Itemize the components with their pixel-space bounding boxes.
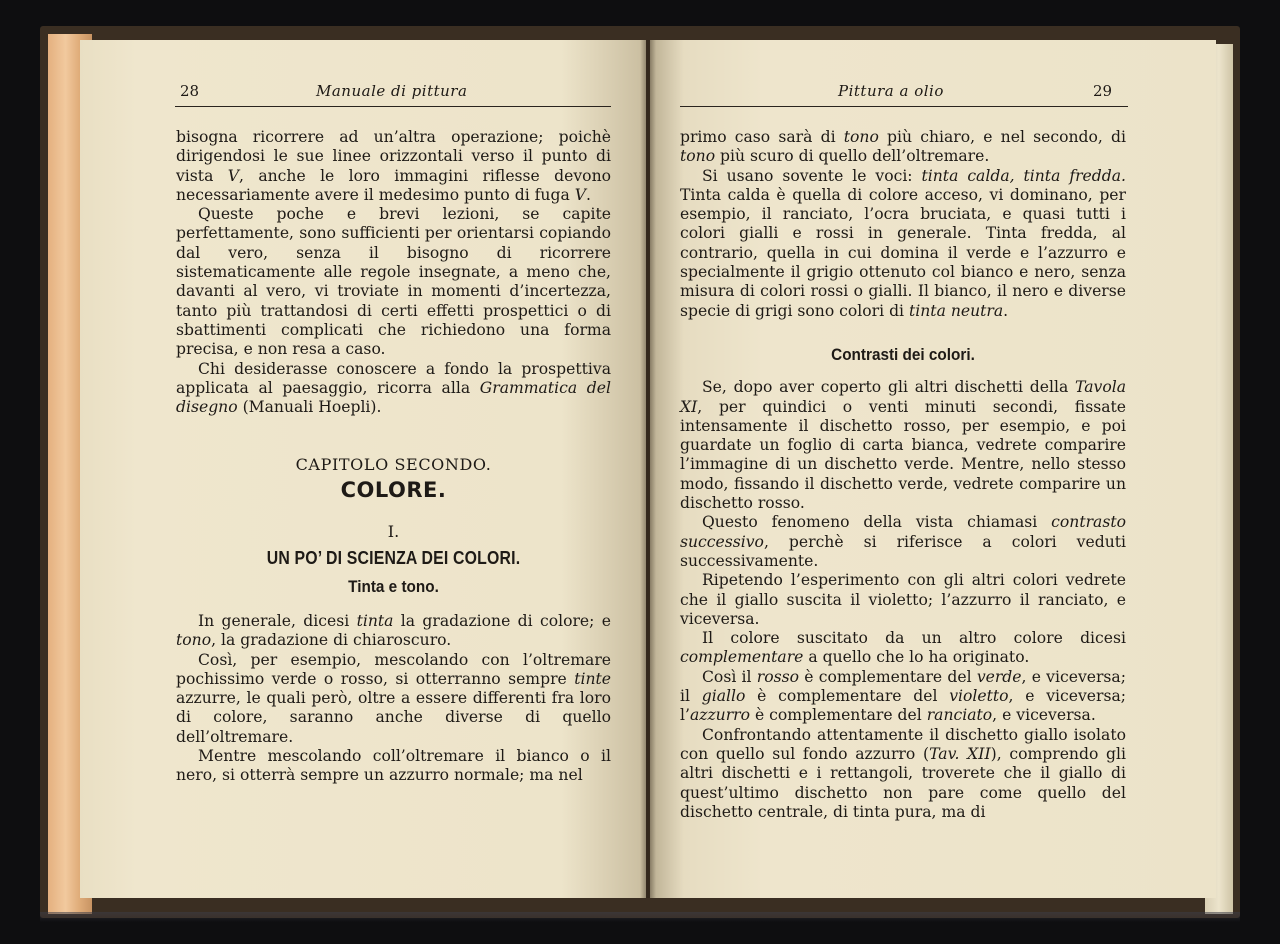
left-text-block (176, 128, 611, 786)
paragraph (680, 513, 1126, 571)
text-run: . (1003, 301, 1009, 320)
right-header-rule (680, 106, 1128, 107)
right-text-block (680, 128, 1126, 822)
paragraph (680, 668, 1126, 726)
chapter-title: COLORE. (340, 477, 447, 502)
paragraph (680, 726, 1126, 822)
italic-text: V (574, 185, 586, 204)
text-run: Ripetendo l’esperimento con gli altri colori vedrete che il giallo suscita il violetto; l’azzurro il ranciato, e viceversa. (680, 571, 1126, 628)
book-bottom-shadow (40, 912, 1240, 922)
left-running-title: Manuale di pittura (316, 82, 468, 100)
left-page-number: 28 (180, 82, 200, 100)
text-run: Si usano sovente le voci: (702, 166, 922, 185)
paragraph (680, 571, 1126, 629)
text-run: azzurre, le quali però, oltre a essere differenti fra loro di colore, saranno anche diverse di quello dell’oltremare. (176, 689, 611, 746)
text-run: Confrontando attentamente il dischetto giallo isolato con quello sul fondo azzurro ( (680, 725, 1126, 763)
left-subsection-title: Tinta e tono. (348, 576, 439, 596)
paragraph (176, 360, 611, 418)
text-run: , e viceversa; l’ (680, 687, 1127, 725)
section-title: UN PO’ DI SCIENZA DEI COLORI. (266, 548, 521, 569)
right-running-title: Pittura a olio (838, 82, 944, 100)
italic-text: ranciato (926, 706, 993, 725)
left-page (80, 40, 646, 898)
text-run: è complementare del (750, 706, 927, 725)
italic-text: Tav. XII (929, 744, 991, 763)
italic-text: V (227, 166, 240, 185)
text-run: bisogna ricorrere ad un’altra operazione; poichè dirigendosi le sue linee orizzontali verso il punto di vista (176, 128, 611, 185)
italic-text: tinte (574, 669, 611, 688)
paragraph (680, 378, 1126, 513)
right-page-number: 29 (1093, 82, 1113, 100)
text-run: è complementare del (799, 667, 977, 686)
left-body-paragraphs (176, 612, 611, 786)
paragraph (176, 612, 611, 651)
text-run: , perchè si riferisce a colori veduti successivamente. (680, 532, 1126, 570)
italic-text: tono (176, 631, 212, 650)
paragraph (680, 167, 1126, 321)
text-run: primo caso sarà di (680, 128, 844, 146)
text-run: Il colore suscitato da un altro colore dicesi (702, 629, 1126, 648)
text-run: Se, dopo aver coperto gli altri dischetti della (702, 378, 1076, 397)
italic-text: violetto (949, 687, 1009, 706)
italic-text: verde (976, 667, 1022, 686)
text-run: Così il (702, 667, 757, 686)
italic-text: Grammatica del disegno (176, 378, 611, 417)
left-header-rule (175, 106, 611, 107)
paragraph (176, 747, 611, 786)
italic-text: tinta (356, 611, 394, 630)
text-run: Chi desiderasse conoscere a fondo la prospettiva applicata al paesaggio, ricorra alla (176, 359, 611, 397)
book-gutter-shadow (640, 40, 656, 898)
paragraph (176, 128, 611, 205)
text-run: è complementare del (745, 687, 950, 706)
text-run: Queste poche e brevi lezioni, se capite perfettamente, sono sufficienti per orientarsi copiando dal vero, senza il bisogno di ricorrere sistematicamente alle regole insegnate, a meno che, davanti al vero, vi troviate in momenti d’incertezza, tanto più trattandosi di certi effetti prospettici o di sbattimenti complicati che richiedono una forma precisa, e non resa a caso. (176, 205, 611, 359)
text-run: , e viceversa; il (680, 667, 1126, 706)
text-run: Tinta calda è quella di colore acceso, vi dominano, per esempio, il ranciato, l’ocra bruciata, e quasi tutti i colori gialli e rossi in generale. Tinta fredda, al contrario, quella in cui domina il verde e l’azzurro e specialmente il grigio ottenuto col bianco e nero, senza misura di colori rossi o gialli. Il bianco, il nero e diverse specie di grigi sono colori di (680, 185, 1126, 320)
italic-text: complementare (680, 648, 804, 667)
text-run: Mentre mescolando coll’oltremare il bianco o il nero, si otterrà sempre un azzurro normale; ma nel (176, 747, 611, 785)
right-page (650, 40, 1216, 898)
text-run: Questo fenomeno della vista chiamasi (702, 513, 1052, 532)
italic-text: tinta calda, tinta fredda. (921, 166, 1126, 185)
text-run: In generale, dicesi (198, 611, 357, 630)
section-number: I. (387, 522, 400, 542)
text-run: la gradazione di colore; e (393, 611, 611, 630)
text-run: ), comprendo gli altri dischetti e i rettangoli, troverete che il giallo di quest’ultimo dischetto non pare come quello del dischetto centrale, di tinta pura, ma di (680, 744, 1127, 821)
italic-text: contrasto successivo (680, 513, 1126, 551)
italic-text: Tavola XI (680, 378, 1126, 416)
text-run: a quello che lo ha originato. (803, 648, 1030, 667)
right-subsection-title: Contrasti dei colori. (831, 344, 975, 364)
text-run: (Manuali Hoepli). (237, 398, 382, 417)
paragraph (680, 128, 1126, 167)
text-run: più chiaro, e nel secondo, di (878, 128, 1126, 146)
italic-text: giallo (701, 687, 746, 706)
right-intro-paragraphs (680, 128, 1126, 321)
left-running-header (180, 82, 610, 100)
text-run: , anche le loro immagini riflesse devono necessariamente avere il medesimo punto di fuga (176, 166, 611, 204)
text-run: più scuro di quello dell’oltremare. (715, 147, 990, 166)
text-run: , per quindici o venti minuti secondi, fissate intensamente il dischetto rosso, per esempio, e poi guardate un foglio di carta bianca, vedrete comparire l’immagine di un dischetto verde. Mentre, nello stesso modo, fissando il dischetto verde, vedrete comparire un dischetto rosso. (680, 397, 1126, 513)
chapter-label: CAPITOLO SECONDO. (295, 455, 492, 475)
text-run: , e viceversa. (992, 706, 1096, 725)
text-run: , la gradazione di chiaroscuro. (211, 631, 452, 650)
italic-text: azzurro (689, 706, 751, 725)
paragraph (176, 651, 611, 747)
italic-text: tinta neutra (909, 301, 1004, 320)
paragraph (176, 205, 611, 359)
text-run: Così, per esempio, mescolando con l’oltremare pochissimo verde o rosso, si otterranno sempre (176, 650, 611, 688)
text-run: . (585, 185, 591, 204)
italic-text: rosso (756, 667, 800, 686)
right-body-paragraphs (680, 378, 1126, 822)
paragraph (680, 629, 1126, 668)
left-intro-paragraphs (176, 128, 611, 417)
italic-text: tono (843, 128, 879, 146)
italic-text: tono (680, 147, 716, 166)
